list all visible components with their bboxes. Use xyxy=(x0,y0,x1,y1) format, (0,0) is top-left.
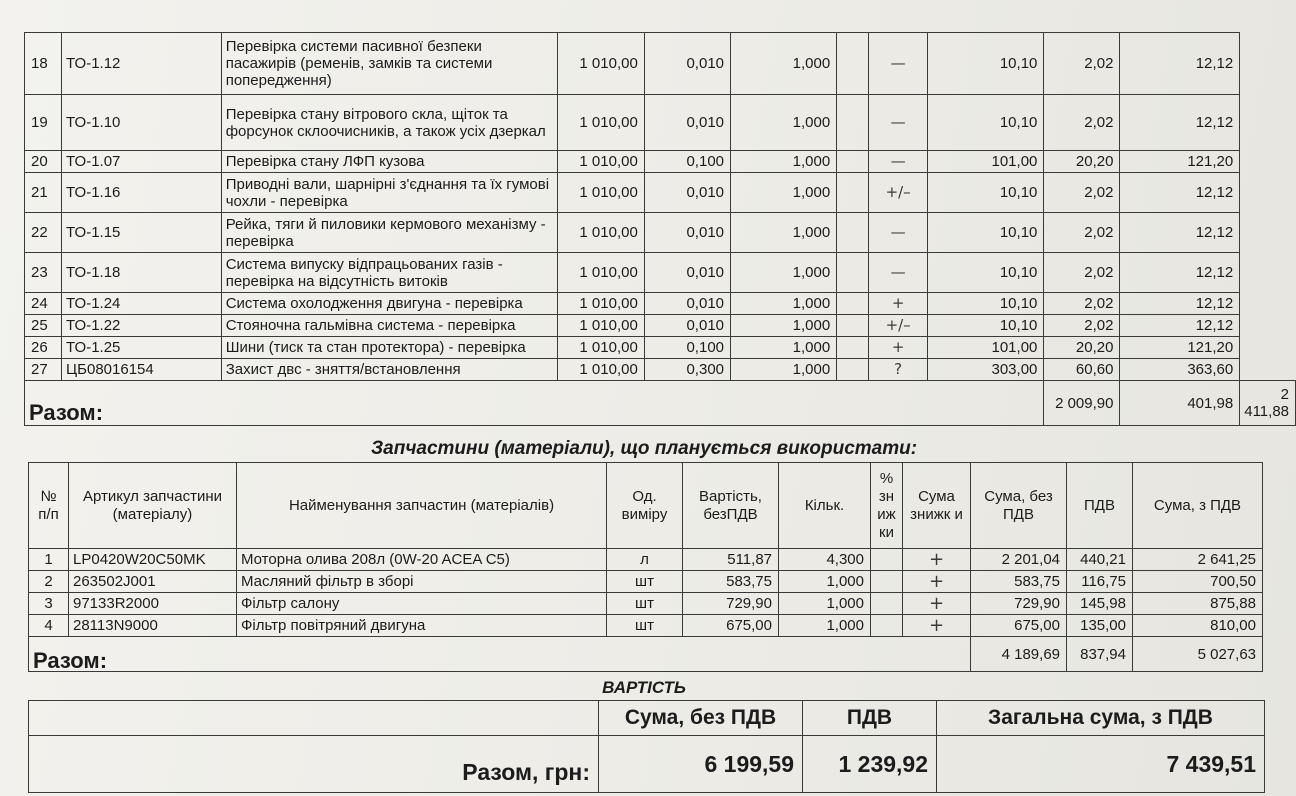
works-row-price: 1 010,00 xyxy=(557,359,644,381)
works-row-total: 121,20 xyxy=(1120,337,1240,359)
cost-total-label: Разом, грн: xyxy=(29,736,599,793)
works-row-empty xyxy=(837,337,869,359)
works-total-label: Разом: xyxy=(25,381,1044,426)
parts-row-article: 28113N9000 xyxy=(69,615,237,637)
parts-row xyxy=(29,615,1263,637)
works-row-price: 1 010,00 xyxy=(557,293,644,315)
parts-row-disc-pct xyxy=(871,593,903,615)
works-row-coef: 1,000 xyxy=(731,151,837,173)
parts-row-qty: 4,300 xyxy=(779,549,871,571)
works-row-number: 27 xyxy=(25,359,62,381)
works-row-price: 1 010,00 xyxy=(557,213,644,253)
parts-header-total: Сума, з ПДВ xyxy=(1133,463,1263,549)
parts-total-total: 5 027,63 xyxy=(1133,637,1263,672)
cost-value-row xyxy=(29,736,1265,793)
works-row-qty: 0,010 xyxy=(644,213,730,253)
works-row-number: 26 xyxy=(25,337,62,359)
works-row-name: Перевірка системи пасивної безпеки пасажирів (ременів, замків та системи попередження) xyxy=(221,33,557,95)
parts-row-vat: 145,98 xyxy=(1067,593,1133,615)
parts-header-name: Найменування запчастин (матеріалів) xyxy=(237,463,607,549)
works-row-name: Захист двс - зняття/встановлення xyxy=(221,359,557,381)
works-row-name: Шини (тиск та стан протектора) - перевірка xyxy=(221,337,557,359)
parts-row-total: 2 641,25 xyxy=(1133,549,1263,571)
parts-total-vat: 837,94 xyxy=(1067,637,1133,672)
cost-total-value: 7 439,51 xyxy=(937,736,1265,793)
works-row-handwritten-mark: + xyxy=(868,337,927,359)
works-row-name: Перевірка стану ЛФП кузова xyxy=(221,151,557,173)
parts-row-name: Фільтр салону xyxy=(237,593,607,615)
parts-row-sum: 583,75 xyxy=(971,571,1067,593)
works-row-coef: 1,000 xyxy=(731,315,837,337)
works-row-vat: 2,02 xyxy=(1044,253,1120,293)
parts-row-name: Фільтр повітряний двигуна xyxy=(237,615,607,637)
works-row-number: 21 xyxy=(25,173,62,213)
parts-row-price: 583,75 xyxy=(683,571,779,593)
cost-header-total: Загальна сума, з ПДВ xyxy=(937,701,1265,736)
works-row-qty: 0,300 xyxy=(644,359,730,381)
works-row xyxy=(25,293,1296,315)
parts-row-disc-pct xyxy=(871,549,903,571)
works-row-coef: 1,000 xyxy=(731,95,837,151)
works-row-empty xyxy=(837,315,869,337)
works-row-sum: 303,00 xyxy=(928,359,1044,381)
works-row-empty xyxy=(837,293,869,315)
works-row-empty xyxy=(837,213,869,253)
parts-row-article: LP0420W20C50MK xyxy=(69,549,237,571)
works-row xyxy=(25,359,1296,381)
parts-row-handwritten-mark: + xyxy=(903,593,971,615)
works-row-qty: 0,010 xyxy=(644,95,730,151)
cost-sum-value: 6 199,59 xyxy=(599,736,803,793)
works-row-empty xyxy=(837,173,869,213)
parts-row-sum: 2 201,04 xyxy=(971,549,1067,571)
works-row-code: ТО-1.18 xyxy=(62,253,222,293)
parts-row-price: 729,90 xyxy=(683,593,779,615)
works-row-total: 12,12 xyxy=(1120,315,1240,337)
works-row xyxy=(25,253,1296,293)
parts-row-handwritten-mark: + xyxy=(903,615,971,637)
works-row-total: 12,12 xyxy=(1120,293,1240,315)
works-row-code: ТО-1.15 xyxy=(62,213,222,253)
works-row xyxy=(25,337,1296,359)
parts-row-number: 3 xyxy=(29,593,69,615)
parts-row-number: 1 xyxy=(29,549,69,571)
works-row-number: 25 xyxy=(25,315,62,337)
works-row-number: 18 xyxy=(25,33,62,95)
works-row xyxy=(25,173,1296,213)
works-row-sum: 101,00 xyxy=(928,151,1044,173)
parts-row-article: 263502J001 xyxy=(69,571,237,593)
works-row-vat: 2,02 xyxy=(1044,95,1120,151)
works-row-sum: 101,00 xyxy=(928,337,1044,359)
cost-header-row xyxy=(29,701,1265,736)
works-row-empty xyxy=(837,359,869,381)
parts-total-sum: 4 189,69 xyxy=(971,637,1067,672)
works-row-qty: 0,100 xyxy=(644,151,730,173)
cost-table xyxy=(28,700,1265,793)
works-row-sum: 10,10 xyxy=(928,253,1044,293)
works-row-handwritten-mark: +/– xyxy=(868,315,927,337)
parts-row-sum: 675,00 xyxy=(971,615,1067,637)
works-row-handwritten-mark: — xyxy=(868,33,927,95)
parts-row-price: 511,87 xyxy=(683,549,779,571)
works-row-total: 121,20 xyxy=(1120,151,1240,173)
parts-row xyxy=(29,593,1263,615)
parts-row-name: Масляний фільтр в зборі xyxy=(237,571,607,593)
works-row-number: 22 xyxy=(25,213,62,253)
works-row xyxy=(25,213,1296,253)
parts-header-unit: Од. виміру xyxy=(607,463,683,549)
works-row xyxy=(25,151,1296,173)
works-row-price: 1 010,00 xyxy=(557,33,644,95)
parts-row-vat: 116,75 xyxy=(1067,571,1133,593)
works-row-vat: 2,02 xyxy=(1044,315,1120,337)
parts-header-price: Вартість, безПДВ xyxy=(683,463,779,549)
parts-row-qty: 1,000 xyxy=(779,615,871,637)
parts-header-article: Артикул запчастини (матеріалу) xyxy=(69,463,237,549)
parts-table xyxy=(28,462,1263,672)
parts-row-article: 97133R2000 xyxy=(69,593,237,615)
works-row-code: ЦБ08016154 xyxy=(62,359,222,381)
works-row-code: ТО-1.10 xyxy=(62,95,222,151)
works-row-name: Перевірка стану вітрового скла, щіток та форсунок склоочисників, а також усіх дзеркал xyxy=(221,95,557,151)
parts-row-disc-pct xyxy=(871,615,903,637)
works-row-handwritten-mark: — xyxy=(868,213,927,253)
works-total-row xyxy=(25,381,1296,426)
parts-row-disc-pct xyxy=(871,571,903,593)
works-row-sum: 10,10 xyxy=(928,173,1044,213)
works-row-code: ТО-1.07 xyxy=(62,151,222,173)
works-row-price: 1 010,00 xyxy=(557,151,644,173)
works-row-vat: 60,60 xyxy=(1044,359,1120,381)
works-row-coef: 1,000 xyxy=(731,337,837,359)
works-row-vat: 20,20 xyxy=(1044,337,1120,359)
parts-section-title: Запчастини (матеріали), що планується використати: xyxy=(370,438,918,459)
works-row-coef: 1,000 xyxy=(731,213,837,253)
works-row-vat: 2,02 xyxy=(1044,213,1120,253)
works-table xyxy=(24,32,1296,426)
works-row-sum: 10,10 xyxy=(928,315,1044,337)
parts-header-n: № п/п xyxy=(29,463,69,549)
works-row-price: 1 010,00 xyxy=(557,253,644,293)
parts-row-qty: 1,000 xyxy=(779,593,871,615)
works-row-vat: 2,02 xyxy=(1044,293,1120,315)
works-row-sum: 10,10 xyxy=(928,95,1044,151)
works-row-number: 19 xyxy=(25,95,62,151)
works-row xyxy=(25,95,1296,151)
works-row-handwritten-mark: + xyxy=(868,293,927,315)
parts-total-label: Разом: xyxy=(29,637,971,672)
parts-header-sum: Сума, без ПДВ xyxy=(971,463,1067,549)
parts-row-unit: шт xyxy=(607,615,683,637)
works-row-empty xyxy=(837,95,869,151)
works-row-coef: 1,000 xyxy=(731,33,837,95)
works-row-code: ТО-1.25 xyxy=(62,337,222,359)
parts-row-vat: 440,21 xyxy=(1067,549,1133,571)
works-row-sum: 10,10 xyxy=(928,293,1044,315)
parts-row-qty: 1,000 xyxy=(779,571,871,593)
works-row-sum: 10,10 xyxy=(928,213,1044,253)
works-row-qty: 0,010 xyxy=(644,315,730,337)
parts-row-unit: шт xyxy=(607,571,683,593)
parts-row-number: 2 xyxy=(29,571,69,593)
parts-header-vat: ПДВ xyxy=(1067,463,1133,549)
works-row-price: 1 010,00 xyxy=(557,173,644,213)
parts-row-unit: шт xyxy=(607,593,683,615)
works-row-name: Стояночна гальмівна система - перевірка xyxy=(221,315,557,337)
parts-total-row xyxy=(29,637,1263,672)
works-row-total: 12,12 xyxy=(1120,33,1240,95)
works-row-handwritten-mark: — xyxy=(868,95,927,151)
works-row-price: 1 010,00 xyxy=(557,337,644,359)
parts-row-name: Моторна олива 208л (0W-20 ACEA C5) xyxy=(237,549,607,571)
works-row-number: 24 xyxy=(25,293,62,315)
works-row-qty: 0,010 xyxy=(644,33,730,95)
works-total-total: 2 411,88 xyxy=(1240,381,1296,426)
parts-row-sum: 729,90 xyxy=(971,593,1067,615)
works-row-name: Приводні вали, шарнірні з'єднання та їх гумові чохли - перевірка xyxy=(221,173,557,213)
works-row-code: ТО-1.12 xyxy=(62,33,222,95)
works-row-qty: 0,010 xyxy=(644,253,730,293)
works-row-code: ТО-1.16 xyxy=(62,173,222,213)
parts-header-row xyxy=(29,463,1263,549)
works-row-vat: 20,20 xyxy=(1044,151,1120,173)
works-row-sum: 10,10 xyxy=(928,33,1044,95)
parts-row-total: 810,00 xyxy=(1133,615,1263,637)
works-row-number: 20 xyxy=(25,151,62,173)
works-row-vat: 2,02 xyxy=(1044,173,1120,213)
parts-header-disc-pct: % зн иж ки xyxy=(871,463,903,549)
cost-header-empty xyxy=(29,701,599,736)
works-row-total: 363,60 xyxy=(1120,359,1240,381)
works-row-qty: 0,010 xyxy=(644,293,730,315)
works-row-coef: 1,000 xyxy=(731,293,837,315)
works-row-price: 1 010,00 xyxy=(557,315,644,337)
works-row-coef: 1,000 xyxy=(731,253,837,293)
works-row-price: 1 010,00 xyxy=(557,95,644,151)
parts-row xyxy=(29,549,1263,571)
works-row-total: 12,12 xyxy=(1120,213,1240,253)
parts-header-qty: Кільк. xyxy=(779,463,871,549)
parts-header-disc-sum: Сума знижк и xyxy=(903,463,971,549)
works-row-name: Система охолодження двигуна - перевірка xyxy=(221,293,557,315)
works-row-qty: 0,100 xyxy=(644,337,730,359)
works-row-code: ТО-1.24 xyxy=(62,293,222,315)
works-row-name: Рейка, тяги й пиловики кермового механізму - перевірка xyxy=(221,213,557,253)
works-row xyxy=(25,33,1296,95)
works-row-coef: 1,000 xyxy=(731,359,837,381)
parts-row-handwritten-mark: + xyxy=(903,549,971,571)
works-row-total: 12,12 xyxy=(1120,253,1240,293)
parts-row-vat: 135,00 xyxy=(1067,615,1133,637)
cost-vat-value: 1 239,92 xyxy=(803,736,937,793)
works-row-coef: 1,000 xyxy=(731,173,837,213)
works-row-handwritten-mark: +/– xyxy=(868,173,927,213)
works-row-total: 12,12 xyxy=(1120,95,1240,151)
works-row-vat: 2,02 xyxy=(1044,33,1120,95)
cost-header-sum: Сума, без ПДВ xyxy=(599,701,803,736)
cost-title: ВАРТІСТЬ xyxy=(602,678,686,697)
parts-row-price: 675,00 xyxy=(683,615,779,637)
works-row-qty: 0,010 xyxy=(644,173,730,213)
works-row-handwritten-mark: — xyxy=(868,151,927,173)
works-row-empty xyxy=(837,151,869,173)
parts-row-handwritten-mark: + xyxy=(903,571,971,593)
works-row-empty xyxy=(837,253,869,293)
parts-row-total: 875,88 xyxy=(1133,593,1263,615)
parts-row-unit: л xyxy=(607,549,683,571)
works-total-vat: 401,98 xyxy=(1120,381,1240,426)
works-total-sum: 2 009,90 xyxy=(1044,381,1120,426)
works-row-handwritten-mark: ? xyxy=(868,359,927,381)
cost-header-vat: ПДВ xyxy=(803,701,937,736)
parts-row-total: 700,50 xyxy=(1133,571,1263,593)
works-row-empty xyxy=(837,33,869,95)
parts-row-number: 4 xyxy=(29,615,69,637)
works-row-number: 23 xyxy=(25,253,62,293)
works-row-code: ТО-1.22 xyxy=(62,315,222,337)
works-row-total: 12,12 xyxy=(1120,173,1240,213)
works-row xyxy=(25,315,1296,337)
works-row-name: Система випуску відпрацьованих газів - перевірка на відсутність витоків xyxy=(221,253,557,293)
parts-row xyxy=(29,571,1263,593)
works-row-handwritten-mark: — xyxy=(868,253,927,293)
